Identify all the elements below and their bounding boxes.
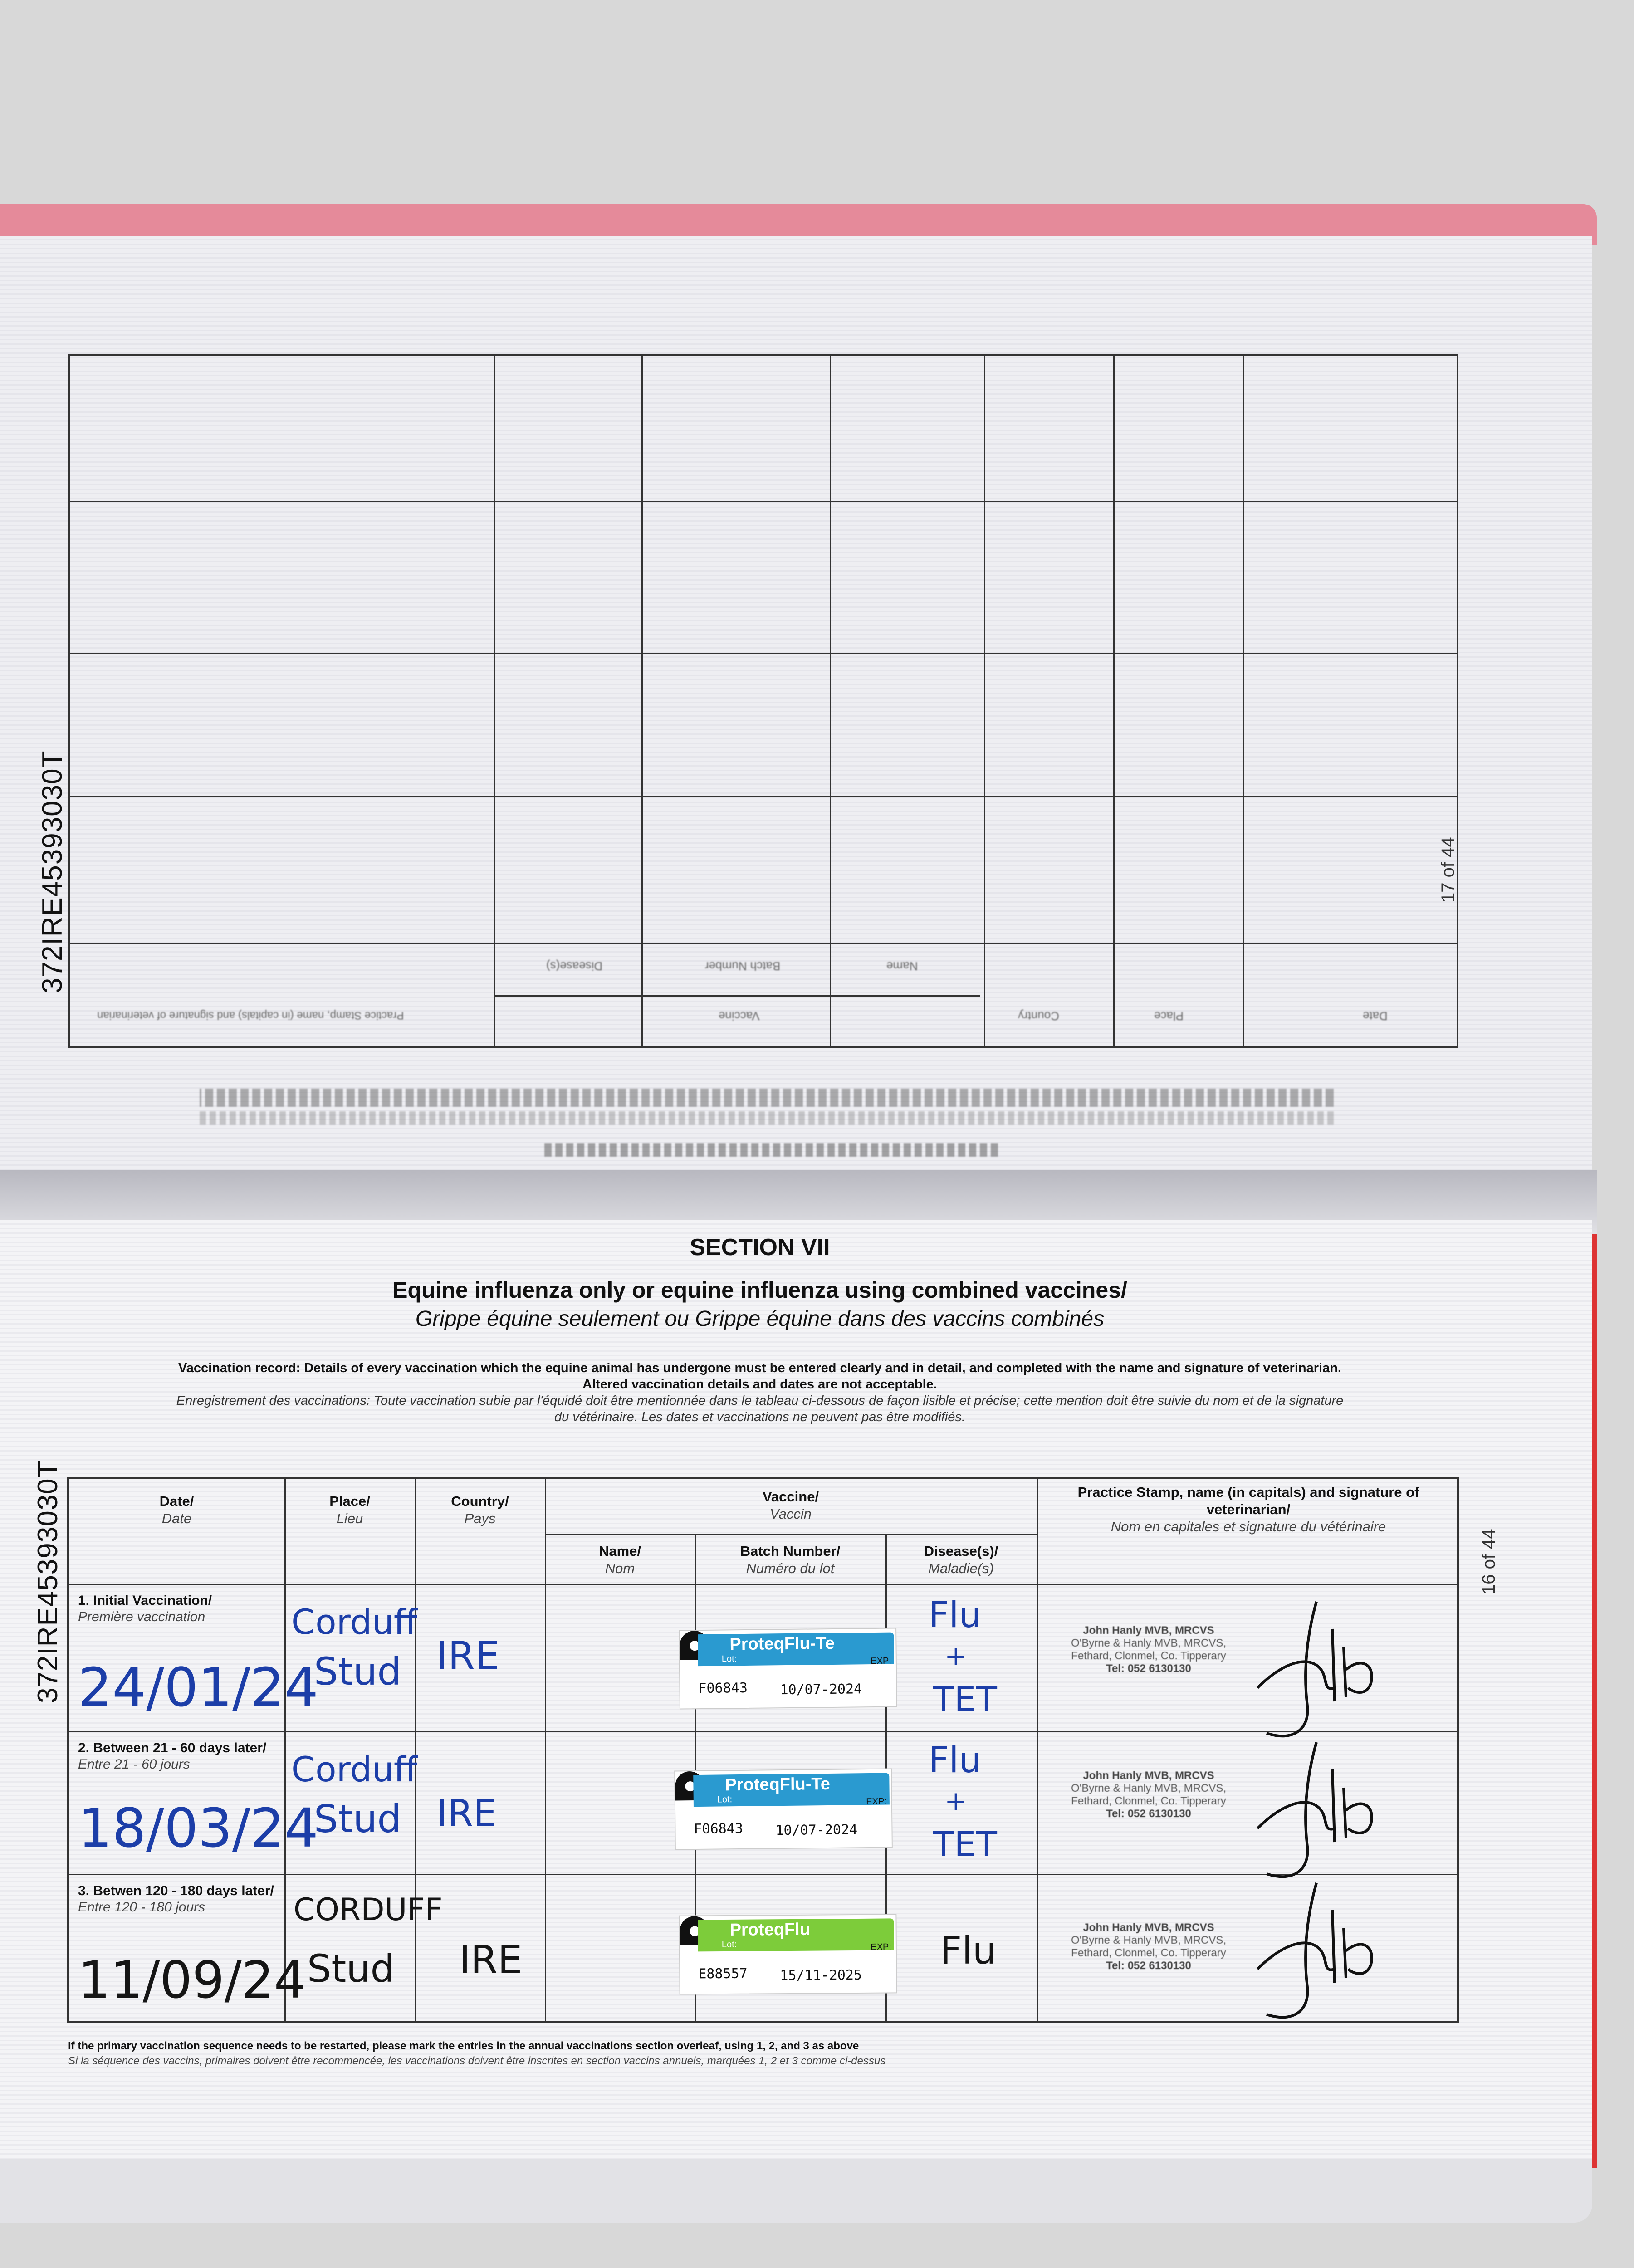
upper-header-date: Date <box>1363 1009 1388 1023</box>
row1-place-2: Stud <box>314 1649 401 1694</box>
lower-page-number: 16 of 44 <box>1479 1529 1499 1594</box>
note-french-2: du vétérinaire. Les dates et vaccinations ne peuvent pas être modifiés. <box>554 1410 965 1424</box>
row1-practice-stamp: John Hanly MVB, MRCVS O'Byrne & Hanly MVB, MRCVS, Fethard, Clonmel, Co. Tipperary Tel: 052 6130130 <box>1071 1624 1226 1675</box>
row1-disease-1: Flu <box>929 1595 981 1636</box>
row2-disease-2: + <box>944 1785 968 1817</box>
header-date: Date/ Date <box>159 1493 194 1526</box>
upper-header-name: Name <box>886 959 918 973</box>
row2-expiry: 10/07-2024 <box>775 1822 858 1839</box>
row1-label: 1. Initial Vaccination/ Première vaccination <box>78 1593 212 1624</box>
serial-number-upper: 372IRE45393030T <box>37 750 68 993</box>
row1-disease-2: + <box>944 1640 968 1672</box>
row1-signature <box>1239 1597 1403 1747</box>
row2-signature <box>1239 1738 1403 1887</box>
upper-header-stamp: Practice Stamp, name (in capitals) and signature of veterinarian <box>97 1009 404 1022</box>
row3-disease-1: Flu <box>940 1928 997 1973</box>
row2-practice-stamp: John Hanly MVB, MRCVS O'Byrne & Hanly MVB, MRCVS, Fethard, Clonmel, Co. Tipperary Tel: 052 6130130 <box>1071 1769 1226 1820</box>
header-place: Place/ Lieu <box>329 1493 370 1526</box>
row3-country: IRE <box>459 1937 523 1983</box>
row1-vaccine-sticker: Lot: ProteqFlu-Te EXP: F06843 10/07-2024 <box>679 1628 897 1709</box>
upper-empty-table <box>68 354 1458 1048</box>
serial-number-lower: 372IRE45393030T <box>32 1460 64 1703</box>
header-vaccine: Vaccine/ Vaccin <box>762 1489 819 1522</box>
note-english-2: Altered vaccination details and dates are not acceptable. <box>582 1377 937 1392</box>
row2-disease-1: Flu <box>929 1740 981 1781</box>
upper-header-country: Country <box>1018 1009 1060 1023</box>
upper-header-vaccine: Vaccine <box>719 1009 760 1023</box>
row3-batch-number: E88557 <box>698 1965 748 1982</box>
row1-vaccine-brand: ProteqFlu-Te <box>729 1633 835 1654</box>
vaccination-table <box>67 1477 1459 2023</box>
row2-place-1: Corduff <box>291 1749 418 1789</box>
row1-disease-3: TET <box>933 1679 997 1719</box>
row3-signature <box>1239 1878 1403 2028</box>
note-english-1: Vaccination record: Details of every vaccination which the equine animal has undergone must be entered clearly and in detail, and completed with the name and signature of veterinarian. <box>178 1361 1341 1375</box>
heading-french: Grippe équine seulement ou Grippe équine dans des vaccins combinés <box>415 1307 1105 1331</box>
booklet-cover-bottom <box>0 2159 1592 2223</box>
row1-date: 24/01/24 <box>78 1656 318 1719</box>
upper-header-disease: Disease(s) <box>546 959 603 973</box>
header-diseases: Disease(s)/ Maladie(s) <box>924 1543 998 1576</box>
row2-label: 2. Between 21 - 60 days later/ Entre 21 - 60 jours <box>78 1740 267 1772</box>
header-batch-number: Batch Number/ Numéro du lot <box>740 1543 841 1576</box>
header-practice-stamp: Practice Stamp, name (in capitals) and signature of veterinarian/ Nom en capitales et signature du vétérinaire <box>1077 1484 1419 1535</box>
note-french-1: Enregistrement des vaccinations: Toute vaccination subie par l'équidé doit être mentionnée dans le tableau ci-dessous de façon lisible et précise; cette mention doit être suivie du nom et de la signature <box>176 1393 1344 1408</box>
row2-batch-number: F06843 <box>694 1820 744 1838</box>
row2-country: IRE <box>436 1792 497 1835</box>
heading-english: Equine influenza only or equine influenza using combined vaccines/ <box>392 1277 1127 1303</box>
row3-place-2: Stud <box>307 1946 395 1991</box>
header-vaccine-name: Name/ Nom <box>598 1543 641 1576</box>
row2-vaccine-brand: ProteqFlu-Te <box>725 1774 831 1795</box>
row1-batch-number: F06843 <box>698 1680 748 1697</box>
row1-country: IRE <box>436 1633 500 1679</box>
row2-place-2: Stud <box>314 1797 401 1841</box>
row3-vaccine-sticker: Lot: ProteqFlu EXP: E88557 15/11-2025 <box>679 1914 897 1994</box>
row3-label: 3. Betwen 120 - 180 days later/ Entre 120 - 180 jours <box>78 1883 274 1915</box>
row3-date: 11/09/24 <box>78 1951 307 2010</box>
row2-vaccine-sticker: Lot: ProteqFlu-Te EXP: F06843 10/07-2024 <box>674 1768 893 1850</box>
row3-vaccine-brand: ProteqFlu <box>729 1920 811 1940</box>
footer-english: If the primary vaccination sequence needs to be restarted, please mark the entries in the annual vaccinations section overleaf, using 1, 2, and 3 as above <box>68 2040 859 2052</box>
row3-expiry: 15/11-2025 <box>780 1967 862 1984</box>
upper-note-blur-2 <box>200 1111 1334 1125</box>
upper-note-blur-3 <box>544 1143 998 1157</box>
upper-note-blur-1 <box>200 1089 1334 1107</box>
footer-french: Si la séquence des vaccins, primaires doivent être recommencée, les vaccinations doivent être inscrites en section vaccins annuels, marquées 1, 2 et 3 comme ci-dessus <box>68 2055 886 2067</box>
section-title: SECTION VII <box>690 1234 830 1261</box>
row3-practice-stamp: John Hanly MVB, MRCVS O'Byrne & Hanly MVB, MRCVS, Fethard, Clonmel, Co. Tipperary Tel: 052 6130130 <box>1071 1921 1226 1972</box>
row1-place-1: Corduff <box>291 1602 418 1642</box>
upper-page-number: 17 of 44 <box>1438 837 1458 903</box>
row1-expiry: 10/07-2024 <box>780 1681 862 1698</box>
header-country: Country/ Pays <box>451 1493 509 1526</box>
row3-place-1: CORDUFF <box>294 1892 443 1928</box>
row2-date: 18/03/24 <box>78 1797 318 1859</box>
upper-header-place: Place <box>1154 1009 1184 1023</box>
upper-header-batch: Batch Number <box>705 959 781 973</box>
row2-disease-3: TET <box>933 1824 997 1864</box>
